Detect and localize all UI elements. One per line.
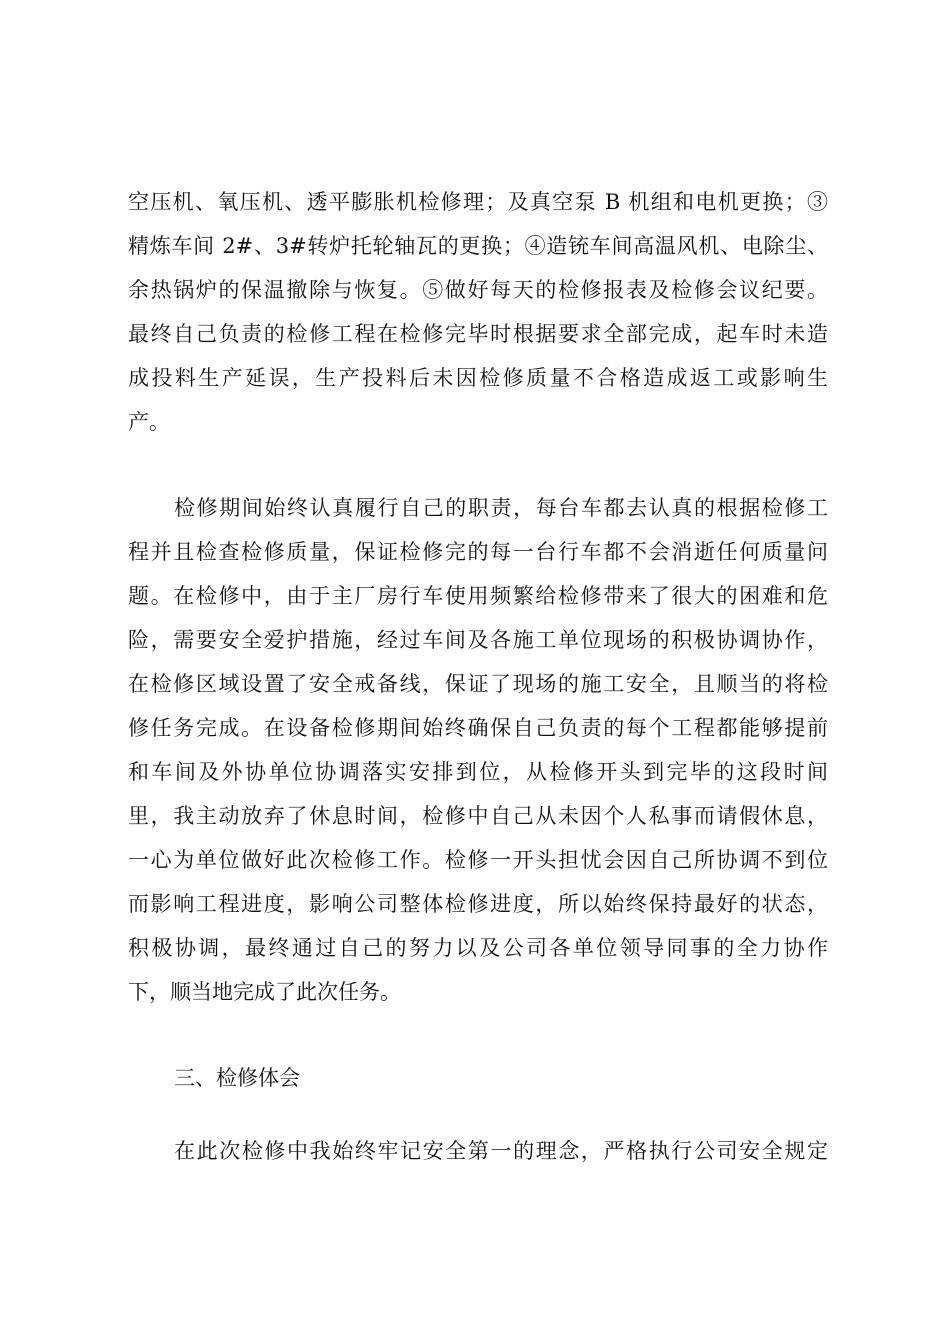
text-line: 在此次检修中我始终牢记安全第一的理念，严格执行公司安全规定 bbox=[174, 1139, 828, 1163]
paragraph-inspection-duties bbox=[128, 486, 828, 1014]
text-line: 余热锅炉的保温撤除与恢复。⑤做好每天的检修报表及检修会议纪要。 bbox=[128, 278, 828, 302]
text-line: 积极协调，最终通过自己的努力以及公司各单位领导同事的全力协作 bbox=[128, 936, 828, 960]
text-line: 修任务完成。在设备检修期间始终确保自己负责的每个工程都能够提前 bbox=[128, 716, 828, 740]
text-line: 和车间及外协单位协调落实安排到位，从检修开头到完毕的这段时间 bbox=[128, 760, 828, 784]
text-line: 里，我主动放弃了休息时间，检修中自己从未因个人私事而请假休息， bbox=[128, 804, 828, 828]
section-title: 三、检修体会 bbox=[174, 1066, 300, 1090]
text-line: 空压机、氧压机、透平膨胀机检修理；及真空泵 B 机组和电机更换；③ bbox=[128, 190, 828, 214]
text-line: 在检修区域设置了安全戒备线，保证了现场的施工安全，且顺当的将检 bbox=[128, 672, 828, 696]
text-line: 产。 bbox=[128, 410, 170, 434]
text-line: 下，顺当地完成了此次任务。 bbox=[128, 980, 401, 1004]
paragraph-experience bbox=[128, 1129, 828, 1173]
text-line: 题。在检修中，由于主厂房行车使用频繁给检修带来了很大的困难和危 bbox=[128, 584, 828, 608]
text-line: 成投料生产延误，生产投料后未因检修质量不合格造成返工或影响生 bbox=[128, 366, 828, 390]
text-line: 而影响工程进度，影响公司整体检修进度，所以始终保持最好的状态， bbox=[128, 892, 828, 916]
section-heading bbox=[128, 1056, 828, 1100]
text-line: 检修期间始终认真履行自己的职责，每台车都去认真的根据检修工 bbox=[174, 496, 828, 520]
text-line: 精炼车间 2#、3#转炉托轮轴瓦的更换；④造铳车间高温风机、电除尘、 bbox=[128, 234, 828, 258]
paragraph-continuation bbox=[128, 180, 828, 444]
text-line: 险，需要安全爱护措施，经过车间及各施工单位现场的积极协调协作， bbox=[128, 628, 828, 652]
text-line: 一心为单位做好此次检修工作。检修一开头担忧会因自己所协调不到位 bbox=[128, 848, 828, 872]
text-line: 最终自己负责的检修工程在检修完毕时根据要求全部完成，起车时未造 bbox=[128, 322, 828, 346]
text-line: 程并且检查检修质量，保证检修完的每一台行车都不会消逝任何质量问 bbox=[128, 540, 828, 564]
